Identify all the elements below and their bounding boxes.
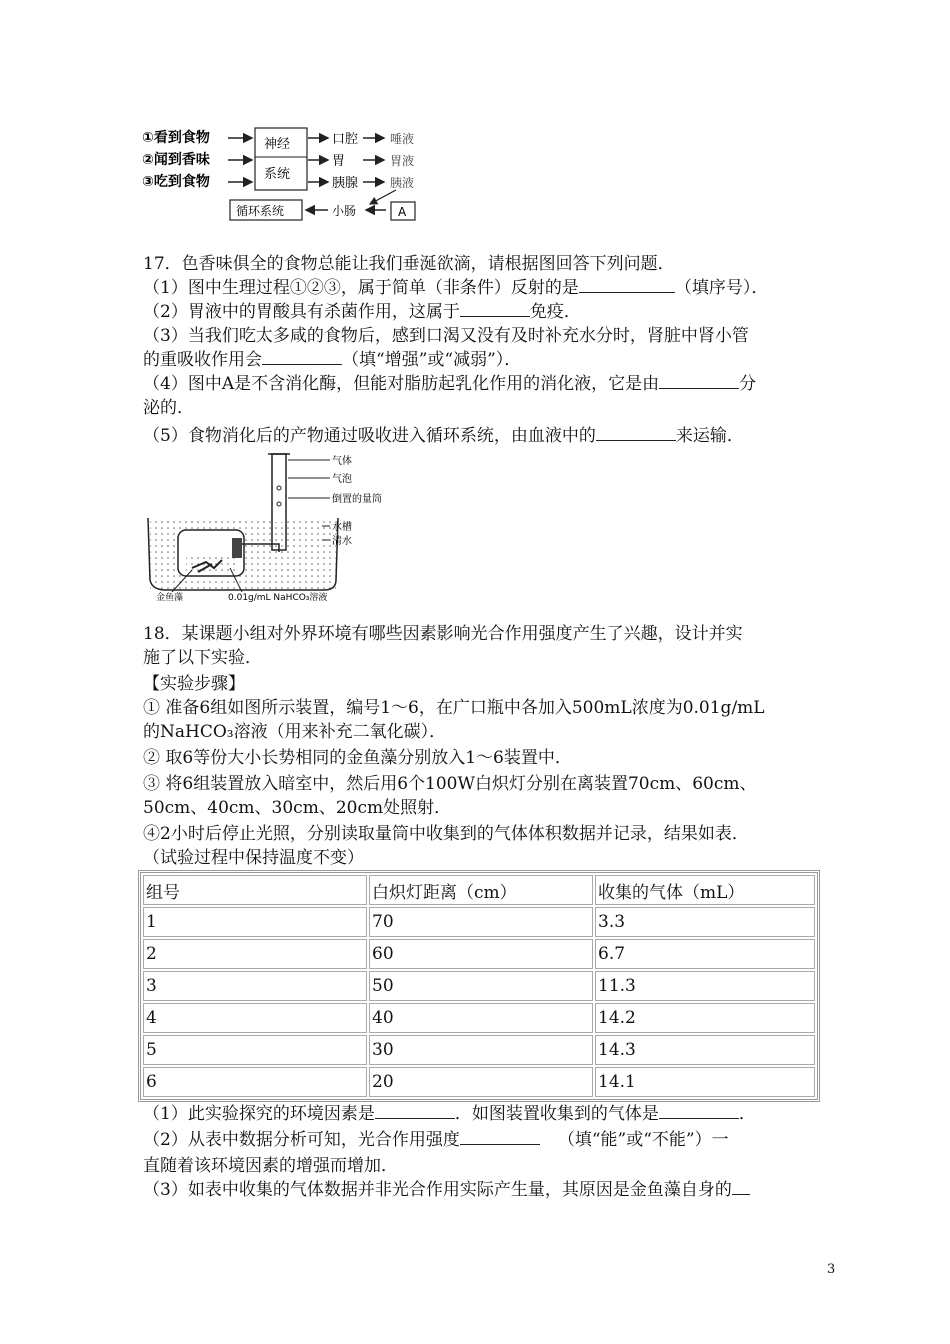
stimulus-1: ①看到食物 [142,130,210,146]
table-cell: 60 [369,939,593,969]
table-cell: 40 [369,1003,593,1033]
q18-intro: 18．某课题小组对外界环境有哪些因素影响光合作用强度产生了兴趣，设计并实 [143,624,743,644]
table-cell: 14.2 [595,1003,815,1033]
q17-part5: （5）食物消化后的产物通过吸收进入循环系统，由血液中的 来运输． [143,426,744,446]
table-cell: 14.1 [595,1067,815,1097]
q18-answer1: （1）此实验探究的环境因素是 ．如图装置收集到的气体是 ． [143,1104,756,1124]
digestion-diagram [140,124,430,224]
q18-step2: ② 取6等份大小长势相同的金鱼藻分别放入1～6装置中． [143,748,572,768]
table-row [143,1035,815,1065]
stimulus-2: ②闻到香味 [142,152,210,168]
answer-blank[interactable] [732,1178,750,1195]
stimulus-3: ③吃到食物 [142,174,210,190]
answer-blank[interactable] [460,300,530,317]
results-table [138,870,820,1102]
table-cell: 3.3 [595,907,815,937]
q17-intro: 17．色香味俱全的食物总能让我们垂涎欲滴，请根据图回答下列问题． [143,254,675,274]
box-a-label: A [398,205,407,219]
label-plant: 金鱼藻 [156,593,184,603]
apparatus-diagram [142,448,404,604]
circulation-label: 循环系统 [236,204,285,218]
answer-blank[interactable] [659,1102,739,1119]
table-cell: 6.7 [595,939,815,969]
organ-pancreas: 胰腺 [332,176,359,191]
q18-step3-cont: 50cm、40cm、30cm、20cm处照射． [143,798,452,818]
table-row [143,1003,815,1033]
q18-step1-cont: 的NaHCO₃溶液（用来补充二氧化碳）． [143,722,447,742]
table-row [143,939,815,969]
label-cylinder: 倒置的量筒 [332,494,382,505]
q17-part2: （2）胃液中的胃酸具有杀菌作用，这属于 免疫． [143,302,581,322]
juice-gastric: 胃液 [390,154,415,168]
q18-step3: ③ 将6组装置放入暗室中，然后用6个100W白炽灯分别在离装置70cm、60cm、 [143,774,757,794]
page-number: 3 [827,1262,836,1277]
table-cell: 14.3 [595,1035,815,1065]
label-trough: 水槽 [332,522,352,533]
organ-stomach: 胃 [332,154,346,169]
table-row [143,971,815,1001]
label-gas: 气体 [332,456,352,467]
small-intestine-label: 小肠 [332,204,357,218]
label-bubbles: 气泡 [332,474,352,485]
table-header-cell: 白炽灯距离（cm） [369,875,593,905]
q17-part1: （1）图中生理过程①②③，属于简单（非条件）反射的是 （填序号）． [143,278,769,298]
table-cell: 70 [369,907,593,937]
label-water: 清水 [332,536,352,547]
table-cell: 50 [369,971,593,1001]
table-cell: 1 [143,907,367,937]
juice-saliva: 唾液 [390,132,415,146]
answer-blank[interactable] [262,348,342,365]
q17-part4-cont: 泌的． [143,398,194,418]
answer-blank[interactable] [375,1102,455,1119]
q17-part4: （4）图中A是不含消化酶，但能对脂肪起乳化作用的消化液，它是由 分 [143,374,757,394]
q18-answer2: （2）从表中数据分析可知，光合作用强度 （填“能”或“不能”）一 [143,1130,729,1150]
answer-blank[interactable] [659,372,739,389]
system-box-line2: 系统 [264,167,291,182]
table-cell: 6 [143,1067,367,1097]
q18-answer2-cont: 直随着该环境因素的增强而增加． [143,1156,398,1176]
table-row [143,1067,815,1097]
q17-part3-cont: 的重吸收作用会 （填“增强”或“减弱”）． [143,350,522,370]
table-cell: 20 [369,1067,593,1097]
q18-step4: ④2小时后停止光照，分别读取量筒中收集到的气体体积数据并记录，结果如表． [143,824,749,844]
table-cell: 5 [143,1035,367,1065]
answer-blank[interactable] [460,1128,540,1145]
q18-intro-cont: 施了以下实验． [143,648,262,668]
q18-steps-title: 【实验步骤】 [143,674,245,694]
table-cell: 2 [143,939,367,969]
q17-part3: （3）当我们吃太多咸的食物后，感到口渴又没有及时补充水分时，肾脏中肾小管 [143,326,749,346]
q18-answer3: （3）如表中收集的气体数据并非光合作用实际产生量，其原因是金鱼藻自身的 [143,1178,750,1202]
organ-mouth: 口腔 [332,132,359,147]
answer-blank[interactable] [596,424,676,441]
q18-note: （试验过程中保持温度不变） [143,848,364,868]
table-cell: 3 [143,971,367,1001]
q18-step1: ① 准备6组如图所示装置，编号1～6，在广口瓶中各加入500mL浓度为0.01g/mL [143,698,765,718]
system-box-line1: 神经 [264,137,291,152]
answer-blank[interactable] [579,276,675,293]
table-cell: 11.3 [595,971,815,1001]
table-header-cell: 收集的气体（mL） [595,875,815,905]
table-row [143,907,815,937]
label-solution: 0.01g/mL NaHCO₃溶液 [228,593,328,603]
juice-pancreatic: 胰液 [390,176,415,190]
table-cell: 30 [369,1035,593,1065]
table-cell: 4 [143,1003,367,1033]
table-header-cell: 组号 [143,875,367,905]
table-header-row [143,875,815,905]
